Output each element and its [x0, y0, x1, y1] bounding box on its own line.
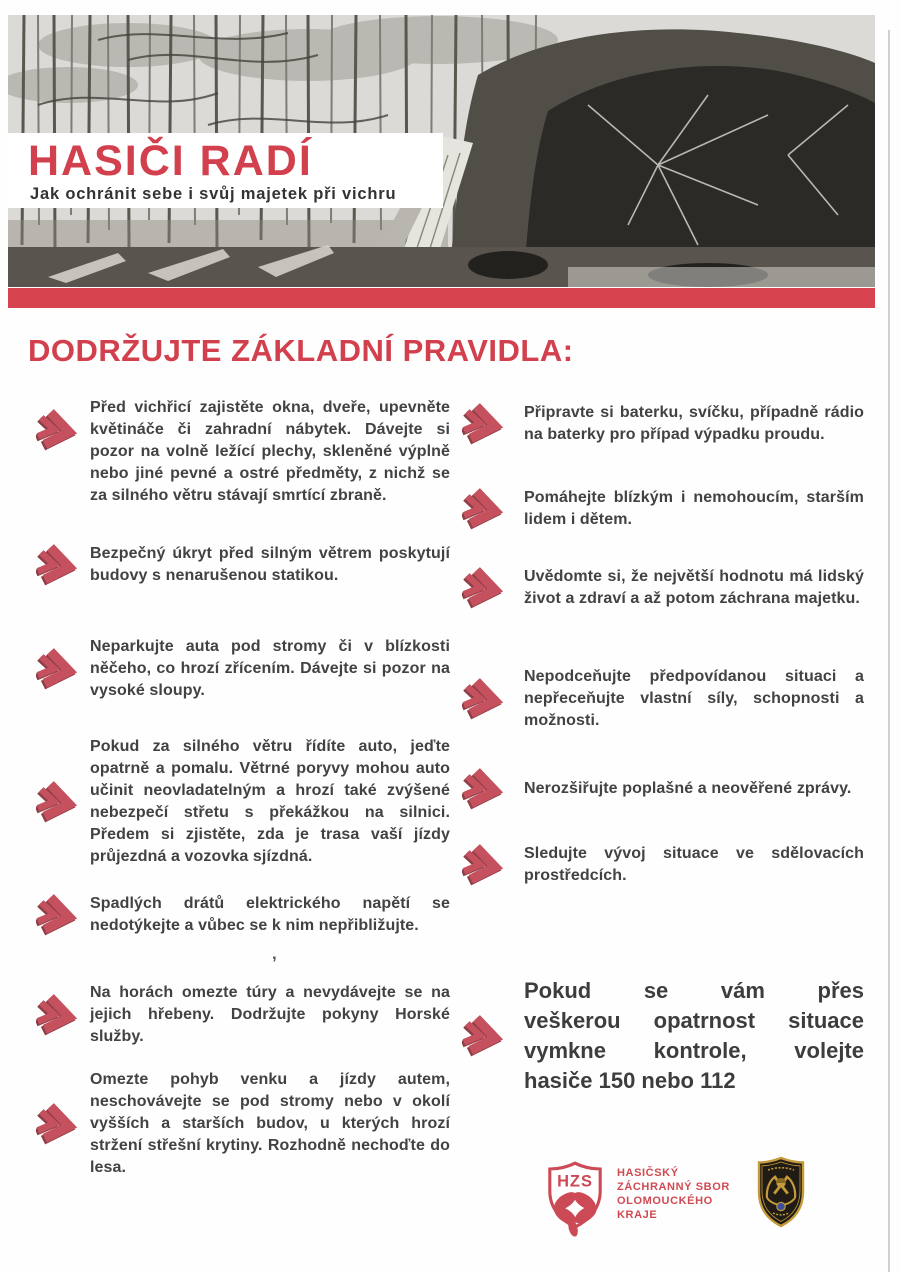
org-line: OLOMOUCKÉHO: [617, 1195, 713, 1207]
scan-edge-line: [888, 30, 890, 1272]
rule-item: [462, 768, 868, 810]
scan-artifact-mark: ,: [272, 944, 277, 963]
cta-line: vymkne kontrole, volejte: [524, 1038, 864, 1063]
rule-text: Připravte si baterku, svíčku, případně rádio na baterky pro případ výpadku proudu.: [524, 404, 864, 443]
page-subtitle: Jak ochránit sebe i svůj majetek při vichru: [30, 185, 397, 203]
red-divider-bar: [8, 288, 875, 308]
rule-item: [36, 982, 452, 1048]
hzs-logo-label: HZS: [557, 1172, 593, 1191]
chevron-bullet-icon: [462, 678, 506, 720]
fire-brigade-badge-emblem: [756, 1156, 806, 1228]
rule-text: Spadlých drátů elektrického napětí se nedotýkejte a vůbec se k nim nepřibližujte.: [90, 895, 450, 934]
rule-item: [36, 736, 452, 868]
rule-item: [462, 487, 868, 531]
chevron-bullet-icon: [36, 781, 80, 823]
rule-text: Bezpečný úkryt před silným větrem poskytují budovy s nenarušenou statikou.: [90, 545, 450, 584]
org-line: HASIČSKÝ: [617, 1167, 679, 1179]
rule-item: [36, 893, 452, 937]
chevron-bullet-icon: [462, 844, 506, 886]
rule-text: Neparkujte auta pod stromy či v blízkosti něčeho, co hrozí zřícením. Dávejte si pozor na vysoké sloupy.: [90, 638, 450, 699]
rule-item: [36, 397, 452, 507]
chevron-bullet-icon: [36, 544, 80, 586]
rule-item: [462, 843, 868, 887]
rule-item: [36, 1069, 452, 1179]
rule-item: [462, 402, 868, 446]
title-box: [8, 133, 443, 208]
rule-text: Před vichřicí zajistěte okna, dveře, upevněte květináče či zahradní nábytek. Dávejte si pozor na volně ležící plechy, skleněné výplně nebo jiné pevné a ostré předměty, z nichž se za silného větru stávají smrtící zbraně.: [90, 399, 450, 504]
chevron-bullet-icon: [36, 648, 80, 690]
chevron-bullet-icon: [36, 994, 80, 1036]
cta-text: [524, 976, 864, 1096]
cta-block: [462, 976, 868, 1096]
rule-text: Nerozšiřujte poplašné a neověřené zprávy.: [524, 780, 852, 797]
rule-text: Omezte pohyb venku a jízdy autem, neschovávejte se pod stromy nebo v okolí vyšších a starších budov, u kterých hrozí stržení střešní krytiny. Rozhodně nechoďte do lesa.: [90, 1071, 450, 1176]
rule-item: [462, 666, 868, 732]
chevron-bullet-icon: [462, 768, 506, 810]
cta-line: Pokud se vám přes: [524, 978, 864, 1003]
chevron-bullet-icon: [462, 567, 506, 609]
rule-text: Pokud za silného větru řídíte auto, jeďte opatrně a pomalu. Větrné poryvy mohou auto učinit neovladatelným a hrozí také zvýšené nebezpečí střetu s překážkou na silnici. Předem si zjistěte, zda je trasa vaší jízdy průjezdná a vozovka sjízdná.: [90, 738, 450, 865]
rule-text: Nepodceňujte předpovídanou situaci a nepřeceňujte vlastní síly, schopnosti a možnosti.: [524, 668, 864, 729]
section-heading: DODRŽUJTE ZÁKLADNÍ PRAVIDLA:: [28, 333, 574, 368]
chevron-bullet-icon: [462, 1015, 506, 1057]
chevron-bullet-icon: [36, 894, 80, 936]
chevron-bullet-icon: [462, 488, 506, 530]
rule-item: [36, 636, 452, 702]
rule-item: [462, 566, 868, 610]
page-title: HASIČI RADÍ: [28, 137, 313, 185]
chevron-bullet-icon: [36, 1103, 80, 1145]
rule-text: Sledujte vývoj situace ve sdělovacích prostředcích.: [524, 845, 864, 884]
org-line: ZÁCHRANNÝ SBOR: [617, 1181, 730, 1193]
rule-text: Na horách omezte túry a nevydávejte se na jejich hřebeny. Dodržujte pokyny Horské služby.: [90, 984, 450, 1045]
org-line: KRAJE: [617, 1209, 658, 1221]
chevron-bullet-icon: [36, 409, 80, 451]
rule-text: Pomáhejte blízkým i nemohoucím, starším lidem i dětem.: [524, 489, 864, 528]
hzs-logo: [544, 1160, 606, 1240]
rule-item: [36, 543, 452, 587]
rule-text: Uvědomte si, že největší hodnotu má lidský život a zdraví a až potom záchrana majetku.: [524, 568, 864, 607]
cta-line: hasiče 150 nebo 112: [524, 1068, 736, 1093]
cta-line: veškerou opatrnost situace: [524, 1008, 864, 1033]
organization-name: [617, 1166, 730, 1222]
chevron-bullet-icon: [462, 403, 506, 445]
